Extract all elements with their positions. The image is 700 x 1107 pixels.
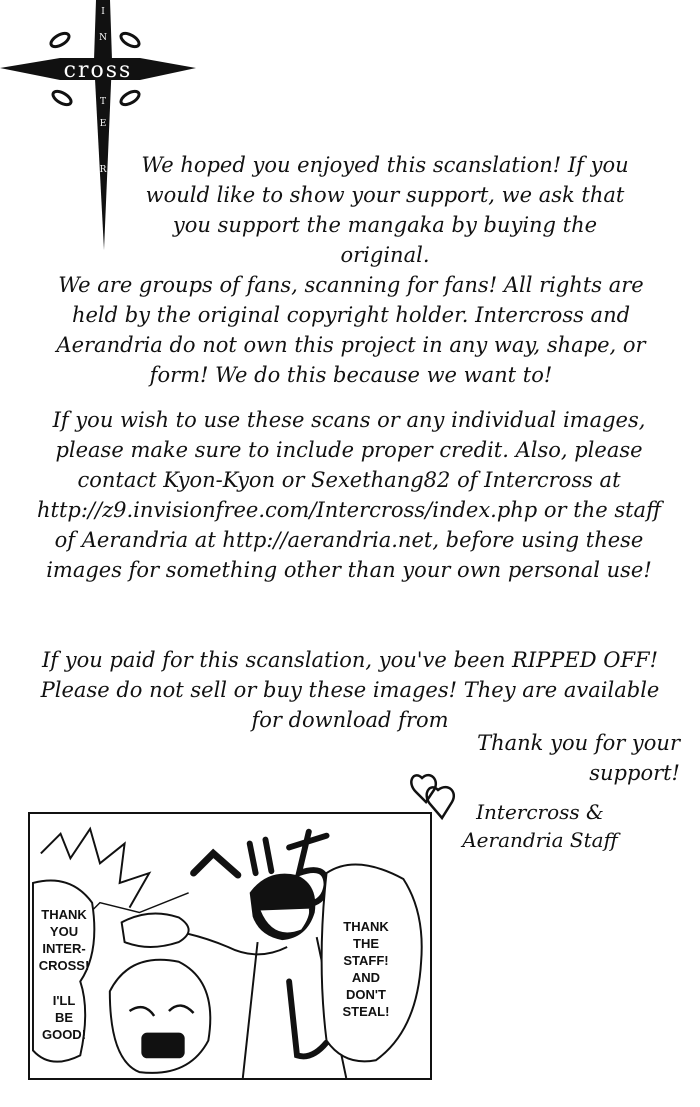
svg-text:cross: cross [63,58,133,83]
rights-paragraph: We are groups of fans, scanning for fans! All rights are held by the original copyright holder. Intercross and Aerandria do not own this project in any way, shape, or form! We do this because we want to! [56,273,646,387]
svg-text:N: N [99,33,107,43]
staff-signature [455,798,625,854]
speech-bubble-be-good: I'LL BE GOOD! [41,993,87,1042]
staff-line-2: Aerandria Staff [462,828,618,852]
thanks-text: Thank you for your support! [477,731,680,785]
staff-line-1: Intercross & [476,800,604,824]
speech-bubble-thank-you: THANK YOU INTER- CROSS! [38,907,90,973]
support-paragraph: We hoped you enjoyed this scanslation! If you would like to show your support, we ask that you support the mangaka by buying the original. [141,153,629,267]
manga-panel [28,812,432,1080]
speech-bubble-thank-staff: THANK THE STAFF! AND DON'T STEAL! [342,919,390,1019]
svg-text:E: E [99,119,107,129]
ripped-off-paragraph: If you paid for this scanslation, you've been RIPPED OFF! Please do not sell or buy these images! They are available for download from [40,648,660,732]
svg-text:R: R [99,165,107,175]
svg-text:I: I [101,7,105,17]
credit-paragraph: If you wish to use these scans or any individual images, please make sure to include proper credit. Also, please contact Kyon-Kyon or Sexethang82 of Intercross at http://z9.invisionfree.com/Intercross/index.php or the staff of Aerandria at http://aerandria.net, before using these images for something other than your own personal use! [37,408,661,582]
svg-text:T: T [99,97,107,107]
